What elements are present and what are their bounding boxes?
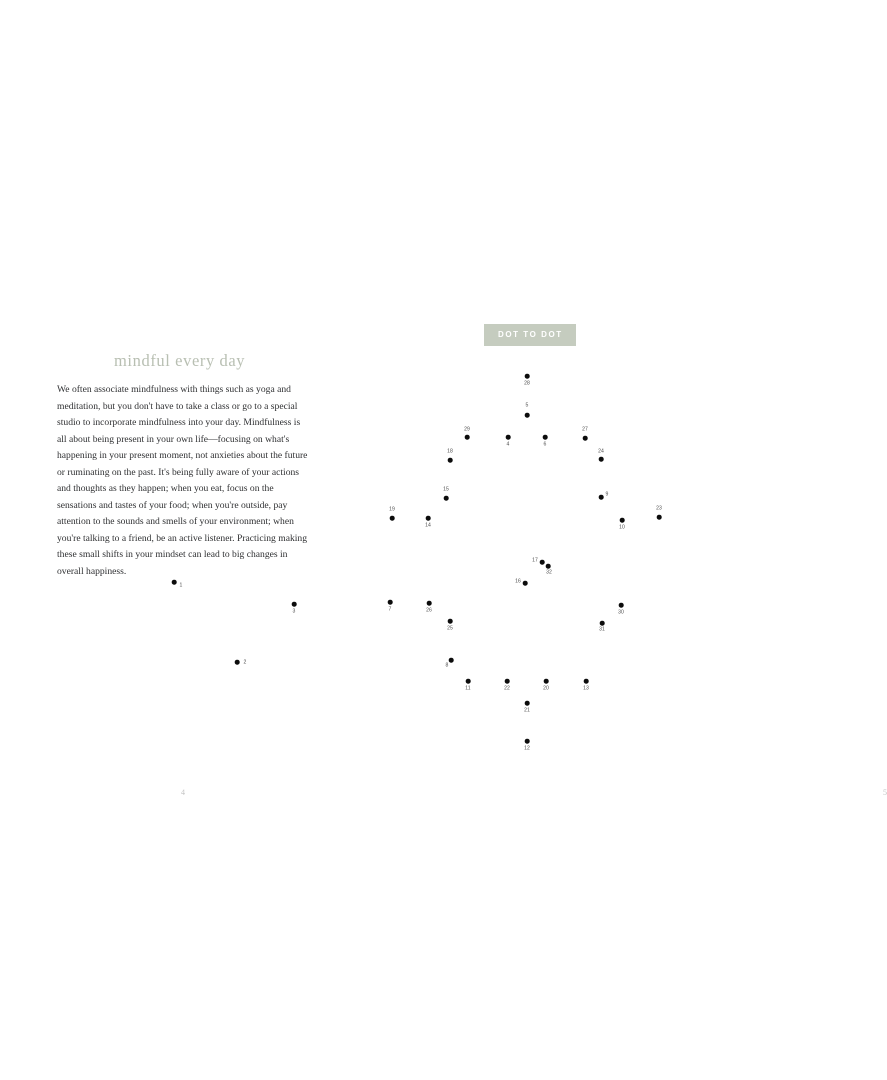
puzzle-dot-label: 11 [465,685,471,692]
puzzle-dot-label: 18 [447,448,453,455]
puzzle-dot-label: 9 [605,491,609,498]
puzzle-dot [523,581,528,586]
puzzle-dot [543,435,548,440]
puzzle-dot-label: 32 [546,569,552,576]
puzzle-dot [525,701,530,706]
puzzle-dot-label: 15 [443,486,449,493]
puzzle-dot-label: 26 [426,607,432,614]
puzzle-dot-label: 28 [524,380,530,387]
puzzle-dot-label: 16 [515,578,521,585]
puzzle-dot [449,658,454,663]
puzzle-dot-label: 3 [292,608,296,615]
puzzle-dot-label: 8 [445,662,449,669]
puzzle-dot [448,619,453,624]
puzzle-dot-label: 25 [447,625,453,632]
puzzle-dot-label: 1 [179,582,183,589]
puzzle-dot [599,495,604,500]
puzzle-dot-label: 6 [543,441,547,448]
puzzle-dot [600,621,605,626]
puzzle-dot [505,679,510,684]
puzzle-dot [466,679,471,684]
puzzle-dot-label: 14 [425,522,431,529]
puzzle-dot [620,518,625,523]
puzzle-dot [525,413,530,418]
puzzle-dot-label: 30 [618,609,624,616]
puzzle-dot-label: 21 [524,707,530,714]
puzzle-dot [583,436,588,441]
puzzle-dot [427,601,432,606]
puzzle-dot [465,435,470,440]
puzzle-dot [444,496,449,501]
puzzle-dot [235,660,240,665]
puzzle-dot [657,515,662,520]
puzzle-dot-label: 27 [582,426,588,433]
puzzle-dot-label: 17 [532,557,538,564]
puzzle-dot [619,603,624,608]
puzzle-dot [448,458,453,463]
puzzle-dot [292,602,297,607]
puzzle-dot [599,457,604,462]
puzzle-dot [172,580,177,585]
page-number-right: 5 [883,788,887,797]
puzzle-dot-label: 12 [524,745,530,752]
puzzle-dot-label: 20 [543,685,549,692]
puzzle-dot [546,564,551,569]
puzzle-dot [390,516,395,521]
puzzle-dot [525,374,530,379]
puzzle-dot-label: 24 [598,448,604,455]
page-number-left: 4 [181,788,186,797]
puzzle-dot-label: 13 [583,685,589,692]
puzzle-dot-label: 5 [525,402,529,409]
puzzle-dot-label: 23 [656,505,662,512]
puzzle-dot [544,679,549,684]
puzzle-dot-label: 7 [388,606,392,613]
puzzle-dot-label: 10 [619,524,625,531]
puzzle-dot [506,435,511,440]
puzzle-dot-label: 2 [243,659,247,666]
puzzle-dot-label: 29 [464,426,470,433]
puzzle-dot [426,516,431,521]
puzzle-dot [525,739,530,744]
puzzle-dot-label: 4 [506,441,510,448]
puzzle-dot-label: 31 [599,626,605,633]
body-paragraph: We often associate mindfulness with things such as yoga and meditation, but you don't have to take a class or go to a special studio to incorporate mindfulness into your day. Mindfulness is all about being present in your own life—focusing on what's happening in your present moment, not anxieties about the future or ruminating on the past. It's being fully aware of your actions and thoughts as they happen; when you eat, focus on the sensations and tastes of your food; when you're outside, pay attention to the sounds and smells of your environment; when you're talking to a friend, be an active listener. Practicing making these small shifts in your mindset can lead to big changes in overall happiness. [57,384,308,578]
page-title: mindful every day [114,351,246,371]
puzzle-dot [584,679,589,684]
puzzle-dot-label: 19 [389,506,395,513]
puzzle-dot-label: 22 [504,685,510,692]
puzzle-dot [388,600,393,605]
section-badge: DOT TO DOT [484,324,576,346]
puzzle-dot [540,560,545,565]
